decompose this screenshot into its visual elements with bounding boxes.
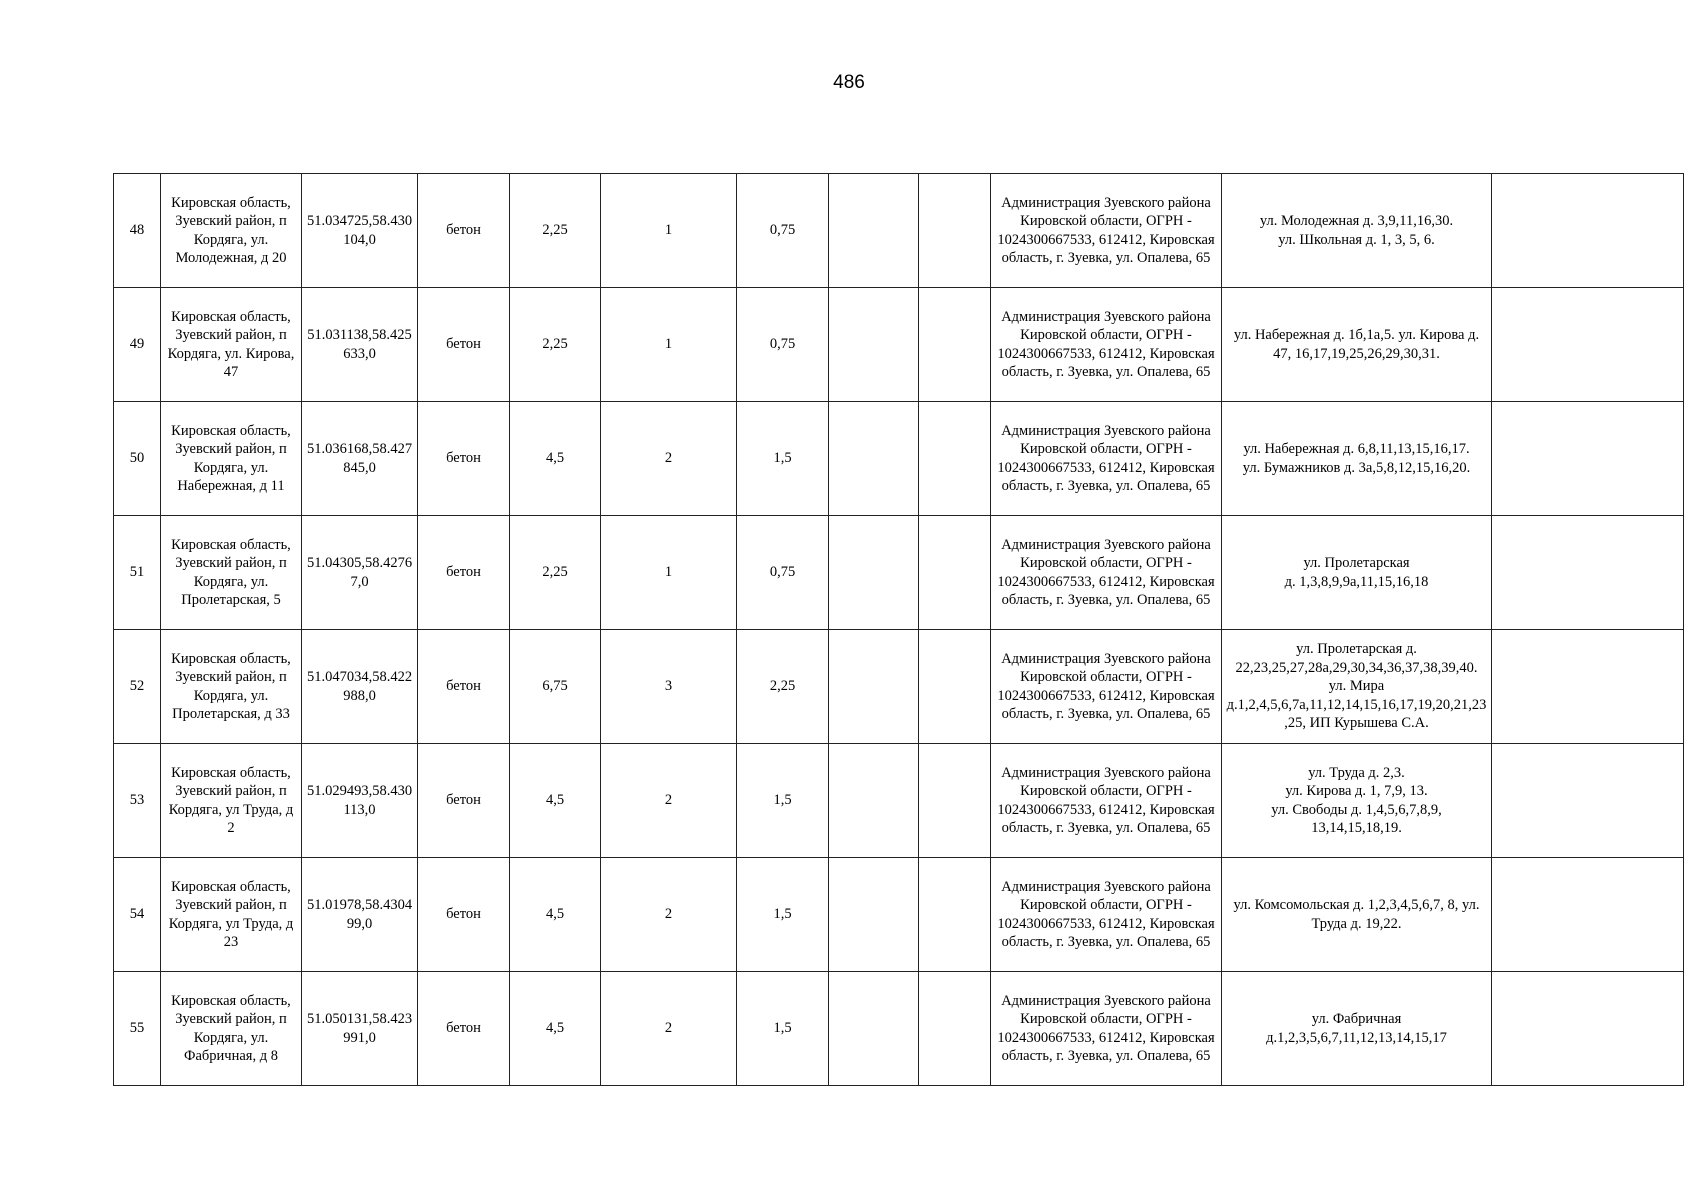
site-owner: Администрация Зуевского района Кировской области, ОГРН - 1024300667533, 612412, Кировская область, г. Зуевка, ул. Опалева, 65 (991, 744, 1222, 858)
site-owner: Администрация Зуевского района Кировской области, ОГРН - 1024300667533, 612412, Кировская область, г. Зуевка, ул. Опалева, 65 (991, 972, 1222, 1086)
notes-cell (1492, 288, 1684, 402)
surface-type: бетон (418, 288, 510, 402)
site-address: Кировская область, Зуевский район, п Кордяга, ул. Набережная, д 11 (161, 402, 302, 516)
container-volume: 1,5 (737, 744, 829, 858)
site-area: 6,75 (510, 630, 601, 744)
site-owner: Администрация Зуевского района Кировской области, ОГРН - 1024300667533, 612412, Кировская область, г. Зуевка, ул. Опалева, 65 (991, 516, 1222, 630)
empty-cell (829, 972, 919, 1086)
notes-cell (1492, 630, 1684, 744)
empty-cell (829, 174, 919, 288)
container-count: 1 (601, 516, 737, 630)
container-volume: 0,75 (737, 516, 829, 630)
site-address: Кировская область, Зуевский район, п Кордяга, ул. Пролетарская, 5 (161, 516, 302, 630)
surface-type: бетон (418, 516, 510, 630)
container-count: 2 (601, 972, 737, 1086)
row-number: 55 (114, 972, 161, 1086)
surface-type: бетон (418, 858, 510, 972)
site-owner: Администрация Зуевского района Кировской области, ОГРН - 1024300667533, 612412, Кировская область, г. Зуевка, ул. Опалева, 65 (991, 288, 1222, 402)
empty-cell (919, 744, 991, 858)
container-count: 2 (601, 744, 737, 858)
row-number: 54 (114, 858, 161, 972)
site-owner: Администрация Зуевского района Кировской области, ОГРН - 1024300667533, 612412, Кировская область, г. Зуевка, ул. Опалева, 65 (991, 174, 1222, 288)
site-area: 4,5 (510, 972, 601, 1086)
notes-cell (1492, 744, 1684, 858)
empty-cell (919, 516, 991, 630)
container-volume: 1,5 (737, 402, 829, 516)
notes-cell (1492, 516, 1684, 630)
notes-cell (1492, 972, 1684, 1086)
container-volume: 0,75 (737, 288, 829, 402)
served-addresses: ул. Набережная д. 1б,1а,5. ул. Кирова д. 47, 16,17,19,25,26,29,30,31. (1222, 288, 1492, 402)
container-volume: 1,5 (737, 858, 829, 972)
site-coordinates: 51.029493,58.430113,0 (302, 744, 418, 858)
container-volume: 0,75 (737, 174, 829, 288)
notes-cell (1492, 402, 1684, 516)
notes-cell (1492, 858, 1684, 972)
site-coordinates: 51.034725,58.430104,0 (302, 174, 418, 288)
row-number: 52 (114, 630, 161, 744)
site-coordinates: 51.036168,58.427845,0 (302, 402, 418, 516)
container-count: 2 (601, 402, 737, 516)
site-coordinates: 51.04305,58.42767,0 (302, 516, 418, 630)
empty-cell (829, 288, 919, 402)
container-volume: 1,5 (737, 972, 829, 1086)
site-area: 2,25 (510, 288, 601, 402)
site-coordinates: 51.050131,58.423991,0 (302, 972, 418, 1086)
site-address: Кировская область, Зуевский район, п Кордяга, ул. Пролетарская, д 33 (161, 630, 302, 744)
container-count: 1 (601, 174, 737, 288)
empty-cell (829, 858, 919, 972)
site-address: Кировская область, Зуевский район, п Кордяга, ул. Кирова, 47 (161, 288, 302, 402)
table-row (114, 516, 1684, 630)
site-owner: Администрация Зуевского района Кировской области, ОГРН - 1024300667533, 612412, Кировская область, г. Зуевка, ул. Опалева, 65 (991, 402, 1222, 516)
table-row (114, 744, 1684, 858)
surface-type: бетон (418, 972, 510, 1086)
served-addresses: ул. Комсомольская д. 1,2,3,4,5,6,7, 8, ул. Труда д. 19,22. (1222, 858, 1492, 972)
site-address: Кировская область, Зуевский район, п Кордяга, ул. Фабричная, д 8 (161, 972, 302, 1086)
table-row (114, 972, 1684, 1086)
empty-cell (829, 744, 919, 858)
empty-cell (919, 402, 991, 516)
site-area: 2,25 (510, 174, 601, 288)
table-row (114, 858, 1684, 972)
row-number: 51 (114, 516, 161, 630)
notes-cell (1492, 174, 1684, 288)
served-addresses: ул. Фабричная д.1,2,3,5,6,7,11,12,13,14,15,17 (1222, 972, 1492, 1086)
container-count: 1 (601, 288, 737, 402)
site-address: Кировская область, Зуевский район, п Кордяга, ул. Молодежная, д 20 (161, 174, 302, 288)
surface-type: бетон (418, 744, 510, 858)
empty-cell (919, 972, 991, 1086)
served-addresses: ул. Труда д. 2,3. ул. Кирова д. 1, 7,9, 13. ул. Свободы д. 1,4,5,6,7,8,9, 13,14,15,18,19. (1222, 744, 1492, 858)
served-addresses: ул. Пролетарская д. 22,23,25,27,28а,29,30,34,36,37,38,39,40. ул. Мира д.1,2,4,5,6,7а,11,12,14,15,16,17,19,20,21,23,25, ИП Курышева С.А. (1222, 630, 1492, 744)
site-coordinates: 51.047034,58.422988,0 (302, 630, 418, 744)
empty-cell (829, 516, 919, 630)
site-owner: Администрация Зуевского района Кировской области, ОГРН - 1024300667533, 612412, Кировская область, г. Зуевка, ул. Опалева, 65 (991, 630, 1222, 744)
row-number: 48 (114, 174, 161, 288)
table-row (114, 288, 1684, 402)
container-count: 3 (601, 630, 737, 744)
site-coordinates: 51.01978,58.430499,0 (302, 858, 418, 972)
site-address: Кировская область, Зуевский район, п Кордяга, ул Труда, д 23 (161, 858, 302, 972)
empty-cell (829, 630, 919, 744)
empty-cell (919, 288, 991, 402)
served-addresses: ул. Пролетарская д. 1,3,8,9,9а,11,15,16,18 (1222, 516, 1492, 630)
site-area: 4,5 (510, 744, 601, 858)
empty-cell (829, 402, 919, 516)
site-area: 4,5 (510, 858, 601, 972)
surface-type: бетон (418, 402, 510, 516)
site-address: Кировская область, Зуевский район, п Кордяга, ул Труда, д 2 (161, 744, 302, 858)
served-addresses: ул. Набережная д. 6,8,11,13,15,16,17. ул. Бумажников д. 3а,5,8,12,15,16,20. (1222, 402, 1492, 516)
empty-cell (919, 858, 991, 972)
site-area: 4,5 (510, 402, 601, 516)
row-number: 53 (114, 744, 161, 858)
site-owner: Администрация Зуевского района Кировской области, ОГРН - 1024300667533, 612412, Кировская область, г. Зуевка, ул. Опалева, 65 (991, 858, 1222, 972)
surface-type: бетон (418, 174, 510, 288)
container-count: 2 (601, 858, 737, 972)
row-number: 49 (114, 288, 161, 402)
table-row (114, 630, 1684, 744)
empty-cell (919, 174, 991, 288)
empty-cell (919, 630, 991, 744)
row-number: 50 (114, 402, 161, 516)
site-area: 2,25 (510, 516, 601, 630)
served-addresses: ул. Молодежная д. 3,9,11,16,30. ул. Школьная д. 1, 3, 5, 6. (1222, 174, 1492, 288)
waste-sites-table (113, 173, 1684, 1086)
table-row (114, 402, 1684, 516)
surface-type: бетон (418, 630, 510, 744)
container-volume: 2,25 (737, 630, 829, 744)
site-coordinates: 51.031138,58.425633,0 (302, 288, 418, 402)
table-row (114, 174, 1684, 288)
page-number: 486 (833, 72, 865, 93)
